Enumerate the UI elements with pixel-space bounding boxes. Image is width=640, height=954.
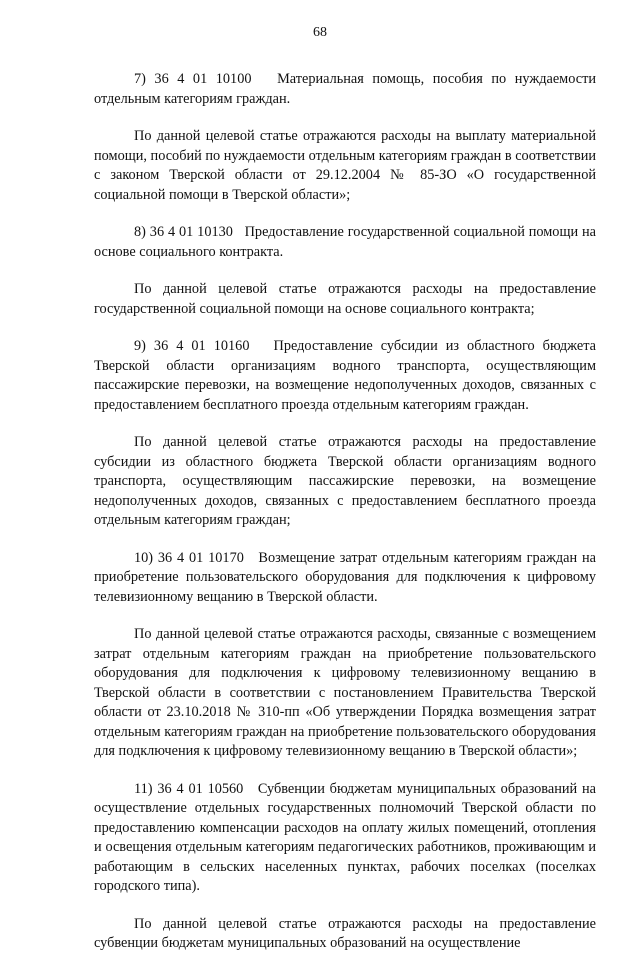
section-title: Материальная помощь, пособия по нуждаемости отдельным категориям граждан. bbox=[94, 71, 596, 107]
section-code: 10) 36 4 01 10170 bbox=[134, 549, 244, 566]
section-title: Возмещение затрат отдельным категориям граждан на приобретение пользовательского оборудования для подключения к цифровому телевизионному вещанию в Тверской области. bbox=[94, 549, 597, 605]
section-heading bbox=[94, 223, 596, 262]
document-body bbox=[94, 70, 596, 954]
section-code: 11) 36 4 01 10560 bbox=[134, 780, 244, 797]
section-heading bbox=[94, 337, 596, 415]
section-code: 9) 36 4 01 10160 bbox=[134, 338, 250, 354]
section-code: 7) 36 4 01 10100 bbox=[134, 71, 252, 87]
section-description: По данной целевой статье отражаются расходы на предоставление субвенции бюджетам муниципальных образований на осуществление bbox=[94, 915, 596, 951]
section-description: По данной целевой статье отражаются расходы на выплату материальной помощи, пособий по нуждаемости отдельным категориям граждан в соответствии с законом Тверской области от 29.12.2004 № 85-ЗО «О государственной социальной помощи в Тверской области»; bbox=[94, 128, 596, 203]
section-heading bbox=[94, 70, 596, 109]
page-number: 68 bbox=[313, 25, 327, 40]
section-description: По данной целевой статье отражаются расходы на предоставление субсидии из областного бюджета Тверской области организациям водного транспорта, осуществляющим пассажирские перевозки, на возмещение недополученных доходов, связанных с предоставлением бесплатного проезда отдельным категориям граждан; bbox=[94, 434, 596, 528]
section-title: Предоставление государственной социальной помощи на основе социального контракта. bbox=[94, 224, 596, 260]
section-description: По данной целевой статье отражаются расходы, связанные с возмещением затрат отдельным категориям граждан на приобретение пользовательского оборудования для подключения к цифровому телевизионному вещанию в Тверской области в соответствии с постановлением Правительства Тверской области от 23.10.2018 № 310-пп «Об утверждении Порядка возмещения затрат отдельным категориям граждан на приобретение пользовательского оборудования для подключения к цифровому телевизионному вещанию в Тверской области»; bbox=[94, 626, 596, 759]
section-title: Субвенции бюджетам муниципальных образований на осуществление отдельных государственных полномочий Тверской области по предоставлению компенсации расходов на оплату жилых помещений, отопления и освещения отдельным категориям педагогических работников, проживающим и работающим в сельских населенных пунктах, рабочих поселках (поселках городского типа). bbox=[94, 780, 596, 894]
section-code: 8) 36 4 01 10130 bbox=[134, 224, 233, 240]
section-title: Предоставление субсидии из областного бюджета Тверской области организациям водного транспорта, осуществляющим пассажирские перевозки, на возмещение недополученных доходов, связанных с предоставлением бесплатного проезда отдельным категориям граждан. bbox=[94, 338, 596, 413]
section-heading bbox=[94, 549, 596, 608]
section-heading bbox=[94, 780, 596, 897]
section-description: По данной целевой статье отражаются расходы на предоставление государственной социальной помощи на основе социального контракта; bbox=[94, 281, 596, 317]
